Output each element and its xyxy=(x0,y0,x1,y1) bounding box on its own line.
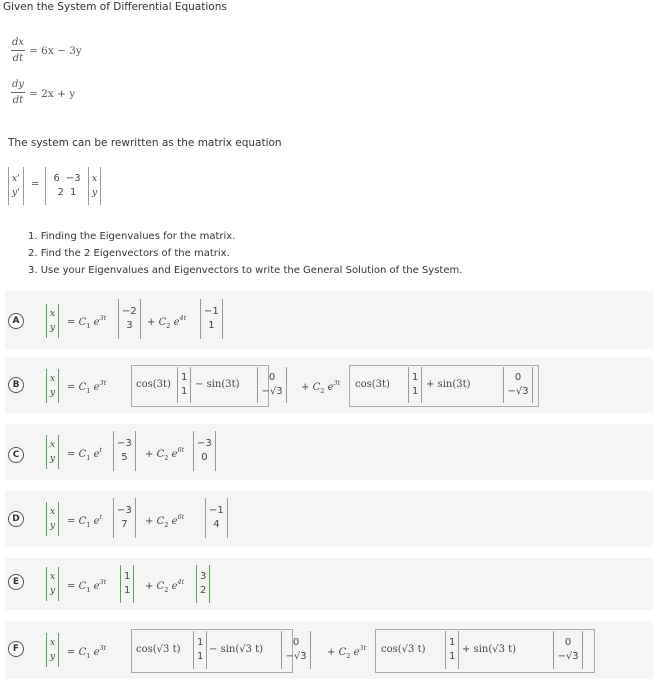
derivative-dx-dt: dx dt xyxy=(11,37,25,64)
option-a-radio[interactable]: A xyxy=(8,313,24,329)
option-c-formula: = $C_1$ $e^t$ xyxy=(67,446,103,462)
equals-sign: = xyxy=(31,179,40,190)
option-e-formula: = $C_1$ $e^{3t}$ xyxy=(67,578,107,594)
option-a[interactable]: A x y = $C_1$ $e^{3t}$ −2 3 + $C_2$ $e^{4t}$ −1 1 xyxy=(5,291,653,349)
coefficient-matrix: 6 −3 2 1 xyxy=(45,167,89,205)
option-f[interactable]: F x y = $C_1$ $e^{3t}$ cos(√3 t) 1 1 − sin(√3 t) 0 −√3 + $C_2$ $e^{3t}$ cos(√3 t) 1 1 + sin(√3 t) 0 −√3 xyxy=(5,621,653,679)
option-f-radio[interactable]: F xyxy=(8,641,24,657)
equation-1-rhs: = 6x − 3y xyxy=(29,45,82,57)
equation-2-rhs: = 2x + y xyxy=(29,88,76,100)
option-f-formula: = $C_1$ $e^{3t}$ xyxy=(67,644,107,660)
option-b[interactable]: B x y = $C_1$ $e^{3t}$ cos(3t) 1 1 − sin(3t) 0 −√3 + $C_2$ $e^{3t}$ cos(3t) 1 1 + sin(3t) 0 −√3 xyxy=(5,357,653,413)
instruction-2: 2. Find the 2 Eigenvectors of the matrix. xyxy=(28,248,230,259)
option-d-radio[interactable]: D xyxy=(8,511,24,527)
problem-title: Given the System of Differential Equations xyxy=(3,1,227,13)
instructions-list xyxy=(28,228,462,279)
option-c-radio[interactable]: C xyxy=(8,447,24,463)
option-a-formula: = $C_1$ $e^{3t}$ xyxy=(67,314,107,330)
instruction-1: 1. Finding the Eigenvalues for the matrix. xyxy=(28,231,236,242)
derivative-dy-dt: dy dt xyxy=(11,79,25,106)
instruction-3: 3. Use your Eigenvalues and Eigenvectors to write the General Solution of the System. xyxy=(28,265,463,276)
option-e-radio[interactable]: E xyxy=(8,574,24,590)
option-d[interactable]: D x y = $C_1$ $e^t$ −3 7 + $C_2$ $e^{6t}$ −1 4 xyxy=(5,491,653,547)
lhs-vector: x' y' xyxy=(8,167,24,205)
option-b-radio[interactable]: B xyxy=(8,377,24,393)
variable-vector: x y xyxy=(88,167,101,205)
option-b-formula: = $C_1$ $e^{3t}$ xyxy=(67,379,107,395)
option-e[interactable]: E x y = $C_1$ $e^{3t}$ 1 1 + $C_2$ $e^{4t}$ 3 2 xyxy=(5,558,653,610)
rewrite-text: The system can be rewritten as the matrix equation xyxy=(8,137,282,149)
option-d-formula: = $C_1$ $e^t$ xyxy=(67,513,103,529)
option-c[interactable]: C x y = $C_1$ $e^t$ −3 5 + $C_2$ $e^{6t}$ −3 0 xyxy=(5,424,653,480)
